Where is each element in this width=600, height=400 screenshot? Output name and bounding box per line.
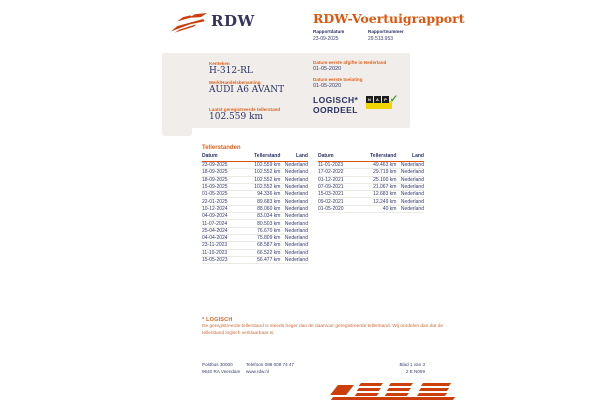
cell-land: Nederland bbox=[400, 198, 424, 205]
cell-datum: 11-07-2024 bbox=[202, 220, 228, 227]
cell-tellerstand: 80.503 km bbox=[257, 220, 281, 227]
cell-land: Nederland bbox=[284, 162, 308, 169]
eerste-toelating-label: Datum eerste toelating bbox=[313, 77, 363, 82]
cell-tellerstand: 102.552 km bbox=[254, 184, 281, 191]
cell-datum: 18-09-2025 bbox=[202, 169, 228, 176]
eerste-afgifte-value: 01-05-2020 bbox=[313, 66, 342, 72]
cell-datum: 23-09-2025 bbox=[202, 162, 228, 169]
table-row bbox=[202, 162, 308, 169]
footer-paging bbox=[360, 361, 425, 375]
cell-land: Nederland bbox=[400, 184, 424, 191]
table-row bbox=[318, 198, 424, 205]
cell-datum: 18-09-2025 bbox=[202, 176, 228, 183]
cell-land: Nederland bbox=[284, 257, 308, 263]
nap-letter-a: A bbox=[374, 96, 381, 103]
check-icon: ✓ bbox=[389, 94, 398, 105]
table-row bbox=[202, 169, 308, 176]
cell-datum: 04-04-2024 bbox=[202, 235, 228, 242]
cell-land: Nederland bbox=[284, 235, 308, 242]
cell-tellerstand: 83.034 km bbox=[257, 213, 281, 220]
cell-datum: 25-04-2024 bbox=[202, 227, 228, 234]
footer-address bbox=[202, 361, 240, 375]
cell-datum: 23-11-2023 bbox=[202, 242, 228, 249]
footer-phone: Telefoon 088 008 74 47 bbox=[246, 362, 295, 367]
cell-tellerstand: 88.060 km bbox=[257, 205, 281, 212]
cell-land: Nederland bbox=[284, 242, 308, 249]
summary-panel-tab bbox=[162, 127, 192, 136]
cell-tellerstand: 40 km bbox=[382, 205, 397, 212]
cell-land: Nederland bbox=[284, 249, 308, 256]
footer-stripes-graphic bbox=[330, 382, 456, 400]
cell-datum: 17-02-2022 bbox=[318, 169, 344, 176]
table-row bbox=[202, 235, 308, 242]
oordeel-line2: OORDEEL bbox=[313, 105, 358, 115]
footer-address-line2: 9640 RA Veendam bbox=[202, 369, 241, 374]
cell-tellerstand: 94.336 km bbox=[257, 191, 281, 198]
cell-land: Nederland bbox=[400, 176, 424, 183]
table-row bbox=[202, 184, 308, 191]
tellerstanden-title: Tellerstanden bbox=[202, 145, 241, 151]
nap-letter-p: P bbox=[382, 96, 389, 103]
table-row bbox=[202, 177, 308, 184]
table-header-row bbox=[318, 153, 424, 162]
cell-tellerstand: 21.067 km bbox=[373, 184, 397, 191]
laatste-tellerstand-label: Laatst geregistreerde tellerstand bbox=[209, 107, 281, 112]
cell-tellerstand: 66.522 km bbox=[257, 249, 281, 256]
table-row bbox=[202, 206, 308, 213]
nap-keurmerk-icon bbox=[366, 96, 398, 110]
cell-tellerstand: 102.552 km bbox=[254, 176, 281, 183]
cell-datum: 10-12-2024 bbox=[202, 205, 228, 212]
table-row bbox=[318, 177, 424, 184]
table-row bbox=[202, 257, 308, 264]
cell-tellerstand: 102.559 km bbox=[254, 162, 281, 169]
report-date-value: 23-09-2025 bbox=[313, 36, 339, 42]
cell-tellerstand: 56.477 km bbox=[257, 257, 281, 263]
table-row bbox=[202, 213, 308, 220]
header-tellerstand: Tellerstand bbox=[254, 153, 281, 159]
table-row bbox=[318, 191, 424, 198]
merk-label: Merk/Handelsbenaming bbox=[209, 80, 261, 85]
merk-value: AUDI A6 AVANT bbox=[209, 85, 285, 95]
cell-tellerstand: 12.683 km bbox=[373, 191, 397, 198]
page-title: RDW-Voertuigrapport bbox=[313, 11, 465, 26]
cell-land: Nederland bbox=[400, 162, 424, 169]
cell-datum: 01-12-2021 bbox=[318, 176, 344, 183]
footer-form-code: 2 E N059 bbox=[405, 369, 425, 374]
table-body-right bbox=[318, 162, 424, 213]
tellerstanden-table-left bbox=[202, 153, 308, 264]
cell-tellerstand: 89.683 km bbox=[257, 198, 281, 205]
table-row bbox=[202, 242, 308, 249]
kenteken-value: H-312-RL bbox=[209, 66, 253, 76]
oordeel-line1: LOGISCH* bbox=[313, 95, 359, 105]
cell-datum: 04-09-2024 bbox=[202, 213, 228, 220]
eerste-afgifte-label: Datum eerste afgifte in Nederland bbox=[313, 60, 387, 65]
table-row bbox=[202, 228, 308, 235]
cell-land: Nederland bbox=[284, 176, 308, 183]
cell-land: Nederland bbox=[284, 220, 308, 227]
cell-land: Nederland bbox=[284, 205, 308, 212]
laatste-tellerstand-value: 102.559 km bbox=[209, 112, 264, 122]
cell-tellerstand: 49.463 km bbox=[373, 162, 397, 169]
footer-address-line1: Postbus 30000 bbox=[202, 362, 233, 367]
eerste-toelating-value: 01-05-2020 bbox=[313, 83, 342, 89]
footer-website: www.rdw.nl bbox=[246, 369, 269, 374]
cell-tellerstand: 102.552 km bbox=[254, 169, 281, 176]
header-tellerstand: Tellerstand bbox=[370, 153, 397, 159]
cell-tellerstand: 68.587 km bbox=[257, 242, 281, 249]
cell-datum: 01-05-2025 bbox=[202, 191, 228, 198]
table-header-row bbox=[202, 153, 308, 162]
table-row bbox=[202, 198, 308, 205]
footer-page-number: Blad 1 van 3 bbox=[399, 362, 425, 367]
cell-datum: 15-03-2021 bbox=[318, 191, 344, 198]
cell-datum: 09-02-2021 bbox=[318, 198, 344, 205]
cell-land: Nederland bbox=[400, 191, 424, 198]
table-row bbox=[202, 220, 308, 227]
report-date-label: Rapportdatum bbox=[313, 29, 345, 34]
table-row bbox=[318, 206, 424, 213]
cell-tellerstand: 29.719 km bbox=[373, 169, 397, 176]
cell-land: Nederland bbox=[284, 184, 308, 191]
header-datum: Datum bbox=[202, 153, 218, 159]
header-datum: Datum bbox=[318, 153, 334, 159]
cell-land: Nederland bbox=[284, 191, 308, 198]
cell-datum: 07-09-2021 bbox=[318, 184, 344, 191]
cell-land: Nederland bbox=[284, 213, 308, 220]
report-number-label: Rapportnummer bbox=[368, 29, 404, 34]
footer-contact bbox=[246, 361, 294, 375]
table-body-left bbox=[202, 162, 308, 264]
cell-tellerstand: 25.100 km bbox=[373, 176, 397, 183]
cell-tellerstand: 76.670 km bbox=[257, 227, 281, 234]
cell-land: Nederland bbox=[400, 169, 424, 176]
cell-land: Nederland bbox=[284, 198, 308, 205]
cell-land: Nederland bbox=[400, 205, 424, 212]
rdw-eagle-icon bbox=[170, 10, 208, 35]
header-land: Land bbox=[296, 153, 308, 159]
table-row bbox=[318, 184, 424, 191]
table-row bbox=[318, 169, 424, 176]
cell-land: Nederland bbox=[284, 169, 308, 176]
header-land: Land bbox=[412, 153, 424, 159]
cell-datum: 01-05-2020 bbox=[318, 205, 344, 212]
cell-datum: 11-10-2023 bbox=[202, 249, 228, 256]
cell-datum: 11-01-2023 bbox=[318, 162, 344, 169]
logisch-footnote-title: * LOGISCH bbox=[202, 317, 233, 323]
report-number-value: 29.513.953 bbox=[368, 36, 394, 42]
cell-land: Nederland bbox=[284, 227, 308, 234]
cell-datum: 15-09-2025 bbox=[202, 184, 228, 191]
cell-datum: 15-05-2023 bbox=[202, 257, 228, 263]
tellerstanden-table-right bbox=[318, 153, 424, 213]
cell-tellerstand: 12.249 km bbox=[373, 198, 397, 205]
logisch-footnote-text: De geregistreerde tellerstand is steeds hoger dan de daarvoor geregistreerde tellerstand. Wij oordelen dan dat de tellerstand logisch verklaarbaar is. bbox=[202, 324, 444, 336]
rdw-logo-text: RDW bbox=[211, 12, 255, 30]
table-row bbox=[202, 191, 308, 198]
cell-datum: 22-01-2025 bbox=[202, 198, 228, 205]
table-row bbox=[318, 162, 424, 169]
cell-tellerstand: 75.809 km bbox=[257, 235, 281, 242]
kenteken-label: Kenteken bbox=[209, 61, 230, 66]
table-row bbox=[202, 250, 308, 257]
nap-letter-n: N bbox=[366, 96, 373, 103]
